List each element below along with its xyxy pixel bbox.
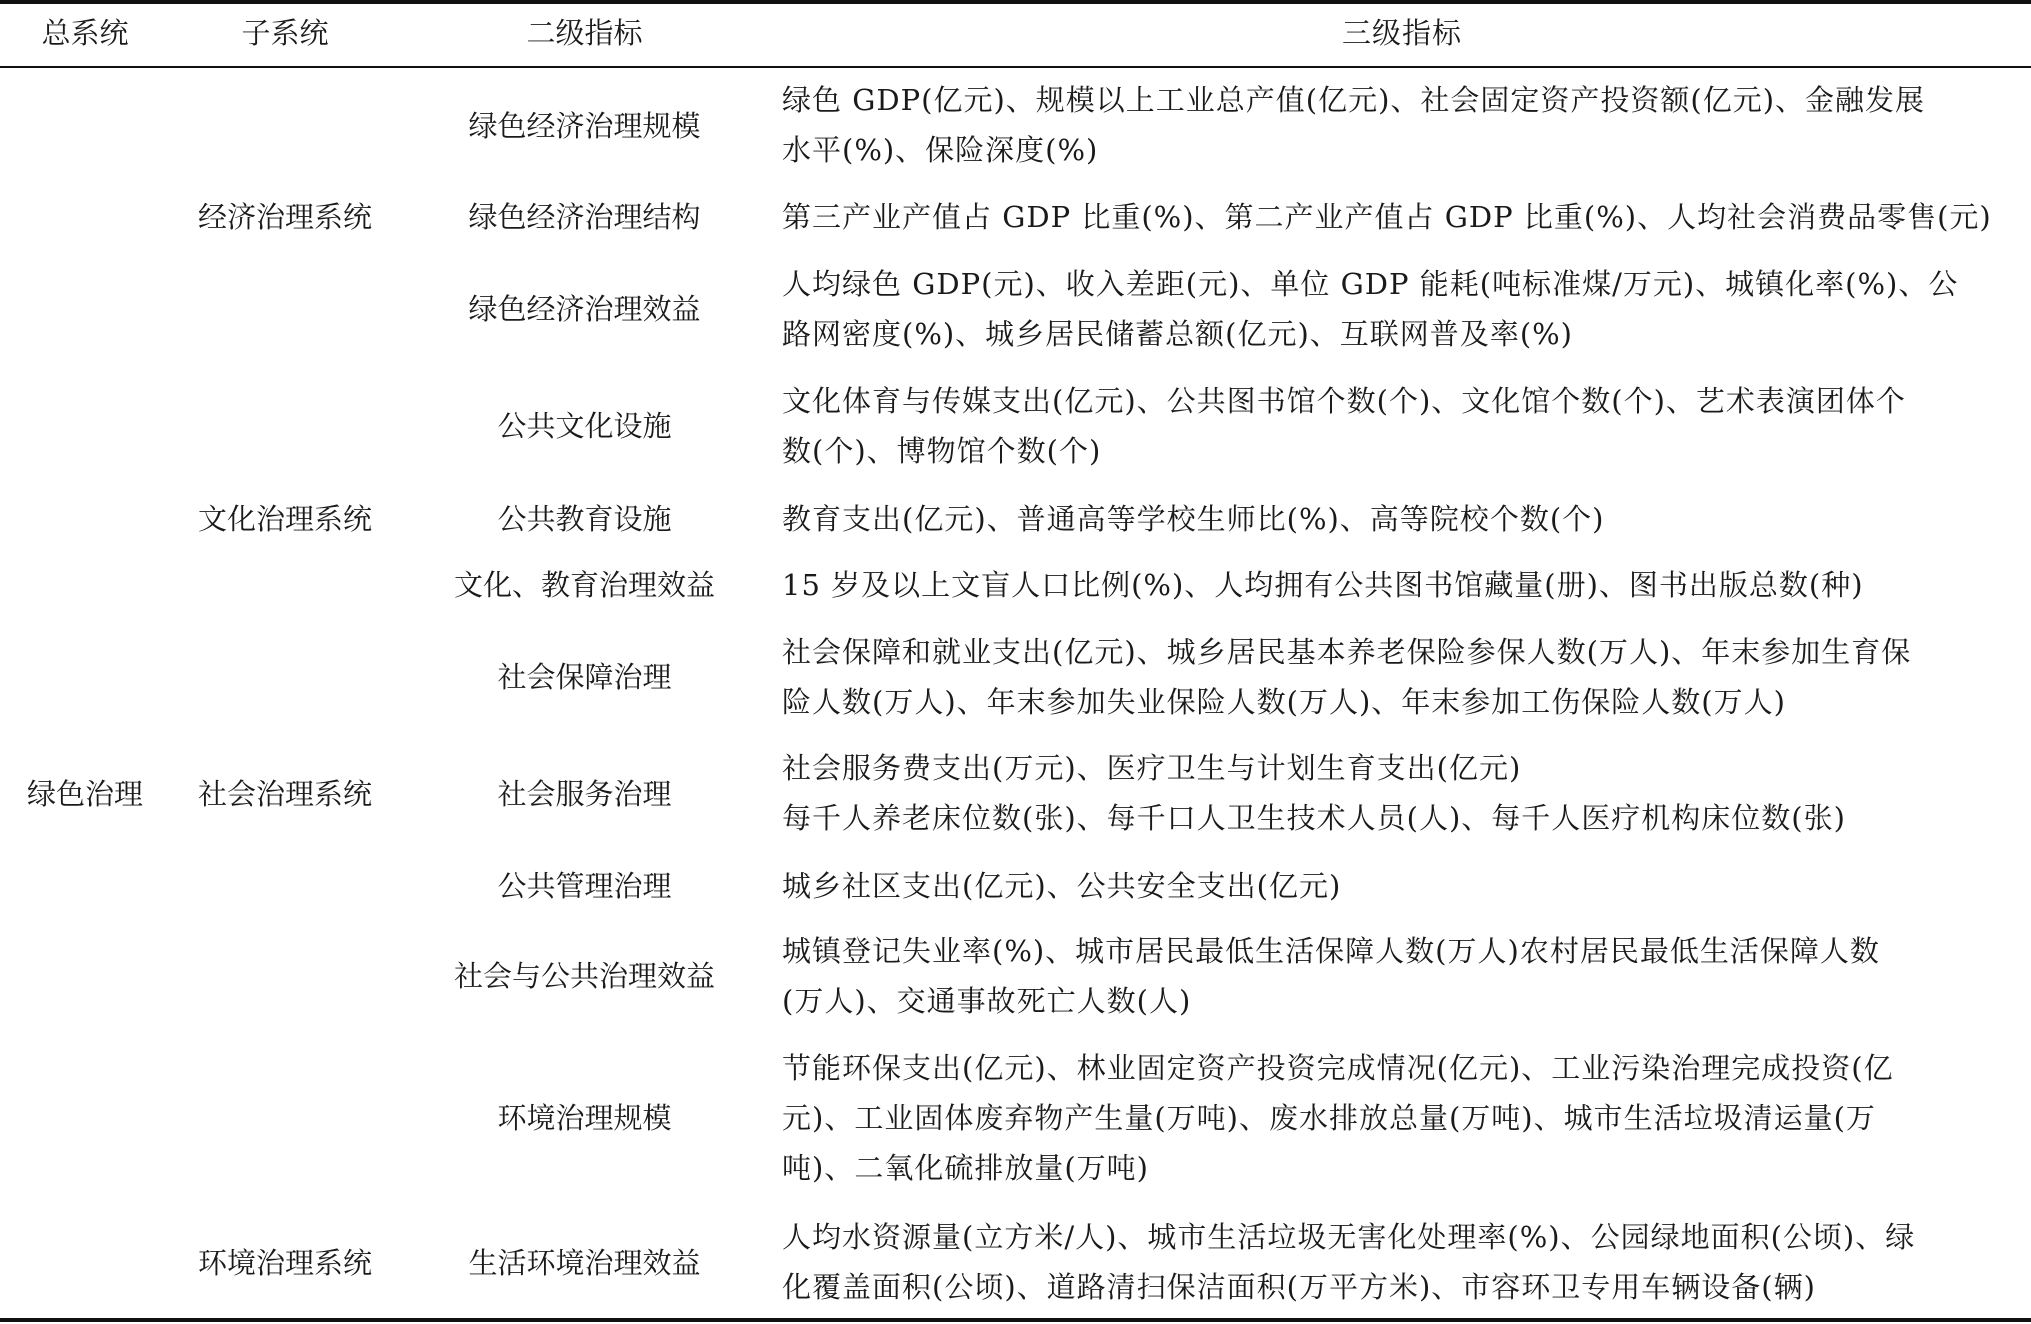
table-top-rule	[0, 0, 2031, 4]
level2-cell: 绿色经济治理效益	[468, 292, 701, 326]
table-bottom-rule	[0, 1318, 2031, 1322]
header-level3-indicator: 三级指标	[1341, 16, 1462, 50]
level3-line: 绿色 GDP(亿元)、规模以上工业总产值(亿元)、社会固定资产投资额(亿元)、金融发展	[782, 83, 1926, 117]
level3-line: 吨)、二氧化硫排放量(万吨)	[782, 1151, 1149, 1185]
level2-cell: 公共管理治理	[497, 869, 672, 903]
level3-cell	[782, 1043, 2022, 1193]
header-level2-indicator: 二级指标	[526, 16, 643, 50]
header-total-system: 总系统	[41, 16, 129, 50]
level3-cell	[782, 627, 2022, 727]
level3-line: 险人数(万人)、年末参加失业保险人数(万人)、年末参加工伤保险人数(万人)	[782, 685, 1786, 719]
level2-cell: 文化、教育治理效益	[453, 568, 715, 602]
level3-line: 化覆盖面积(公顷)、道路清扫保洁面积(万平方米)、市容环卫专用车辆设备(辆)	[782, 1270, 1816, 1304]
level3-cell	[782, 926, 2022, 1026]
level3-cell	[782, 192, 2022, 242]
level2-cell: 生活环境治理效益	[468, 1246, 701, 1280]
level3-line: 第三产业产值占 GDP 比重(%)、第二产业产值占 GDP 比重(%)、人均社会消费品零售(元)	[782, 200, 1992, 234]
level3-line: 元)、工业固体废弃物产生量(万吨)、废水排放总量(万吨)、城市生活垃圾清运量(万	[782, 1101, 1876, 1135]
level3-line: 人均水资源量(立方米/人)、城市生活垃圾无害化处理率(%)、公园绿地面积(公顷)、绿	[782, 1220, 1916, 1254]
level3-line: 路网密度(%)、城乡居民储蓄总额(亿元)、互联网普及率(%)	[782, 317, 1573, 351]
subsystem-culture: 文化治理系统	[197, 502, 372, 536]
level3-line: 节能环保支出(亿元)、林业固定资产投资完成情况(亿元)、工业污染治理完成投资(亿	[782, 1051, 1894, 1085]
level3-line: 数(个)、博物馆个数(个)	[782, 434, 1102, 468]
level3-line: 人均绿色 GDP(元)、收入差距(元)、单位 GDP 能耗(吨标准煤/万元)、城镇化率(%)、公	[782, 267, 1959, 301]
level2-cell: 公共教育设施	[497, 502, 672, 536]
level3-cell	[782, 743, 2022, 843]
level3-line: 社会保障和就业支出(亿元)、城乡居民基本养老保险参保人数(万人)、年末参加生育保	[782, 635, 1912, 669]
subsystem-social: 社会治理系统	[197, 777, 372, 811]
level3-cell	[782, 259, 2022, 359]
level3-line: 水平(%)、保险深度(%)	[782, 133, 1099, 167]
level3-cell	[782, 861, 2022, 911]
level2-cell: 公共文化设施	[497, 409, 672, 443]
subsystem-economic: 经济治理系统	[197, 200, 372, 234]
level3-line: 教育支出(亿元)、普通高等学校生师比(%)、高等院校个数(个)	[782, 502, 1605, 536]
level2-cell: 绿色经济治理结构	[468, 200, 701, 234]
level3-line: 15 岁及以上文盲人口比例(%)、人均拥有公共图书馆藏量(册)、图书出版总数(种)	[782, 568, 1864, 602]
level2-cell: 绿色经济治理规模	[468, 109, 701, 143]
level3-line: 每千人养老床位数(张)、每千口人卫生技术人员(人)、每千人医疗机构床位数(张)	[782, 801, 1846, 835]
level2-cell: 社会服务治理	[497, 777, 672, 811]
subsystem-environment: 环境治理系统	[197, 1246, 372, 1280]
level3-line: 社会服务费支出(万元)、医疗卫生与计划生育支出(亿元)	[782, 751, 1522, 785]
level3-cell	[782, 75, 2022, 175]
level2-cell: 社会与公共治理效益	[453, 959, 715, 993]
level3-line: 城镇登记失业率(%)、城市居民最低生活保障人数(万人)农村居民最低生活保障人数	[782, 934, 1880, 968]
level3-line: 文化体育与传媒支出(亿元)、公共图书馆个数(个)、文化馆个数(个)、艺术表演团体个	[782, 384, 1906, 418]
level3-cell	[782, 1212, 2022, 1312]
header-subsystem: 子系统	[241, 16, 329, 50]
level2-cell: 社会保障治理	[497, 660, 672, 694]
level3-cell	[782, 376, 2022, 476]
level3-line: (万人)、交通事故死亡人数(人)	[782, 984, 1192, 1018]
header-rule	[0, 66, 2031, 68]
total-system-cell: 绿色治理	[26, 777, 143, 811]
level2-cell: 环境治理规模	[497, 1101, 672, 1135]
level3-cell	[782, 560, 2022, 610]
level3-cell	[782, 494, 2022, 544]
level3-line: 城乡社区支出(亿元)、公共安全支出(亿元)	[782, 869, 1342, 903]
